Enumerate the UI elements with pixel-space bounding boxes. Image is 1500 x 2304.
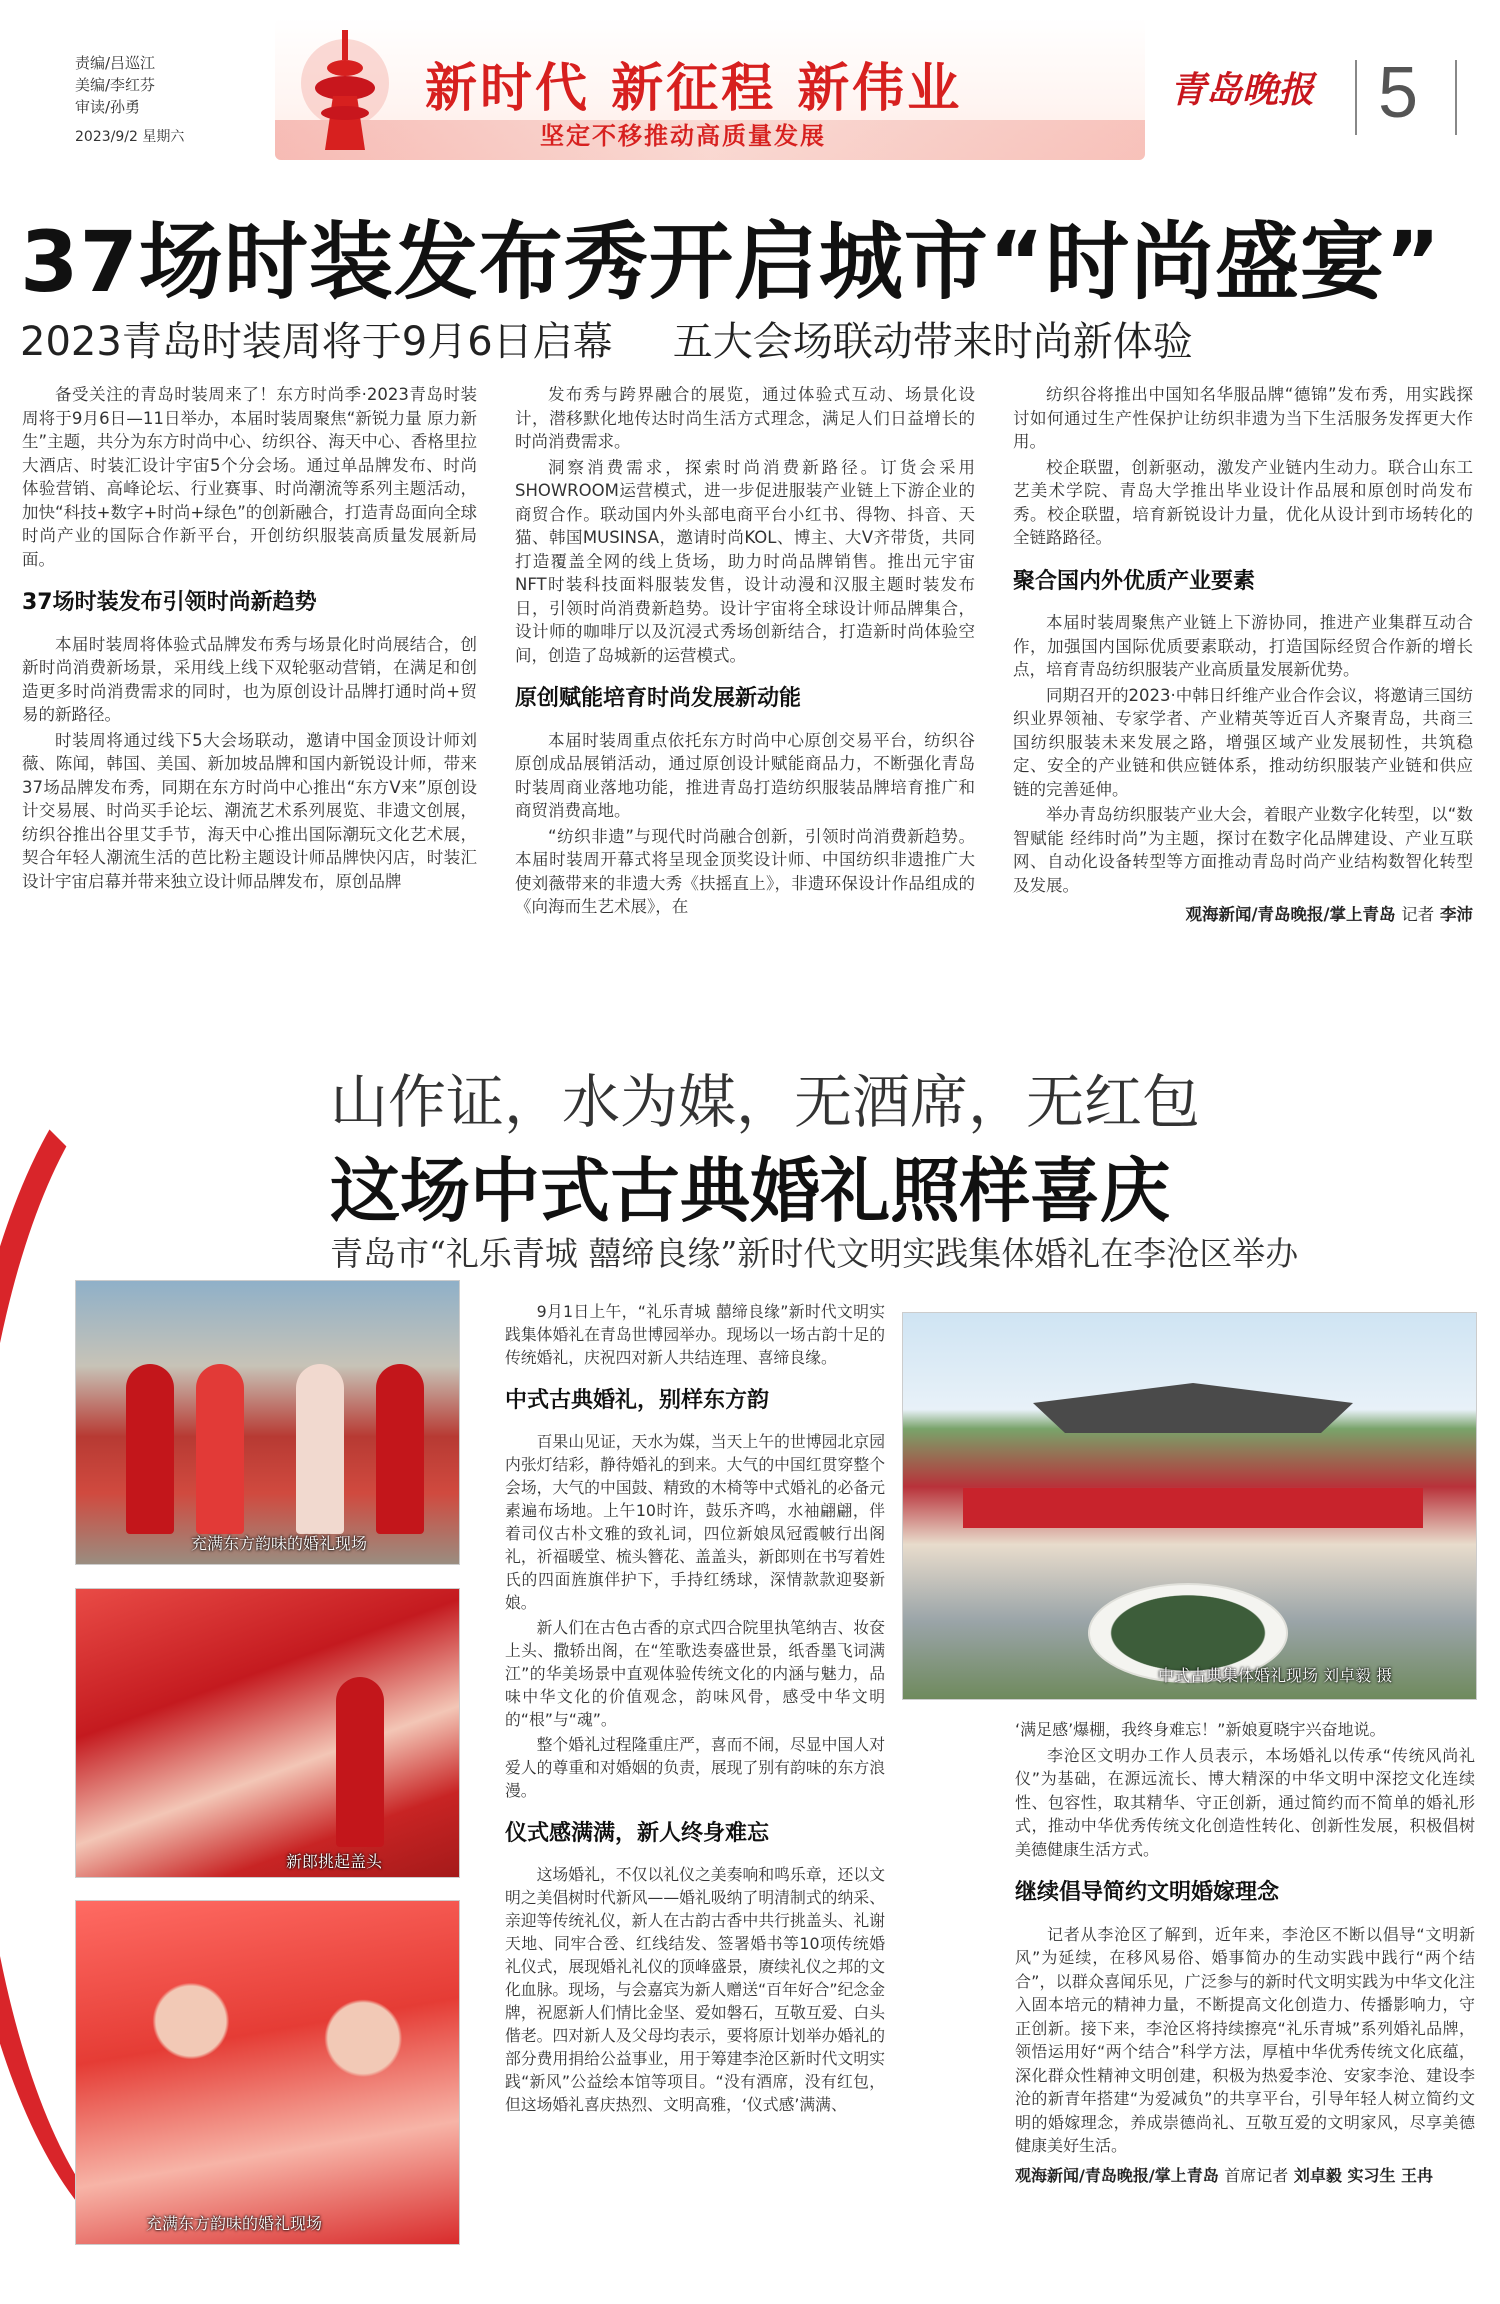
section-heading: 聚合国内外优质产业要素 [1013, 568, 1256, 594]
paragraph: 李沧区文明办工作人员表示，本场婚礼以传承“传统风尚礼仪”为基础，在源远流长、博大精深的中华文明中深挖文化连续性、包容性，取其精华、守正创新，通过简约而不简单的婚礼形式，推动中华优秀传统文化创造性转化、创新性发展，积极倡树美德健康生活方式。 [1015, 1745, 1475, 1859]
wedding-photo-4 [902, 1312, 1477, 1700]
paragraph: 洞察消费需求，探索时尚消费新路径。订货会采用SHOWROOM运营模式，进一步促进服装产业链上下游企业的商贸合作。联动国内外头部电商平台小红书、得物、抖音、天猫、韩国MUSINSA，邀请时尚KOL、博主、大V齐带货，共同打造覆盖全网的线上货场，助力时尚品牌销售。推出元宇宙NFT时装科技面料服装发售，设计动漫和汉服主题时装发布日，引领时尚消费新趋势。设计宇宙将全球设计师品牌集合，设计师的咖啡厅以及沉浸式秀场创新结合，打造新时尚体验空间，创造了岛城新的运营模式。 [515, 457, 975, 665]
paragraph: 9月1日上午，“礼乐青城 囍缔良缘”新时代文明实践集体婚礼在青岛世博园举办。现场以一场古韵十足的传统婚礼，庆祝四对新人共结连理、喜缔良缘。 [505, 1302, 885, 1367]
photo-figure [126, 1364, 174, 1534]
section-heading: 37场时装发布引领时尚新趋势 [22, 590, 317, 615]
article1-subheadline [20, 310, 1193, 367]
paragraph: 新人们在古色古香的京式四合院里执笔纳吉、妆奁上头、撒轿出阁，在“笙歌迭奏盛世景，纸香墨飞词满江”的华美场景中直观体验传统文化的内涵与魅力，品味中华文化的价值观念，韵味风骨，感受中华文明的“根”与“魂”。 [505, 1618, 885, 1729]
banner-slogan: 新时代 新征程 新伟业 [425, 58, 963, 119]
tv-tower-icon [285, 28, 405, 153]
wedding-photo-1 [75, 1280, 460, 1565]
header-divider-right [1455, 60, 1457, 135]
photo-figure [296, 1364, 344, 1534]
article1-headline: 37场时装发布秀开启城市“时尚盛宴” [20, 213, 1442, 311]
paragraph: 整个婚礼过程隆重庄严，喜而不闹，尽显中国人对爱人的尊重和对婚姻的负责，展现了别有韵味的东方浪漫。 [505, 1735, 885, 1800]
paragraph: 本届时装周重点依托东方时尚中心原创交易平台，纺织谷原创成品展销活动，通过原创设计赋能商品力，不断强化青岛时装周商业落地功能，推进青岛打造纺织服装品牌培育推广和商贸消费高地。 [515, 730, 975, 820]
section-heading: 中式古典婚礼，别样东方韵 [505, 1388, 770, 1413]
byline-outlet: 观海新闻/青岛晚报/掌上青岛 [1015, 2165, 1219, 2185]
newspaper-masthead: 青岛晚报 [1170, 69, 1315, 111]
paragraph: 发布秀与跨界融合的展览，通过体验式互动、场景化设计，潜移默化地传达时尚生活方式理念，满足人们日益增长的时尚消费需求。 [515, 385, 975, 451]
header-divider [1355, 60, 1357, 135]
wedding-photo-2 [75, 1588, 460, 1878]
proofreader-line: 审读/孙勇 [75, 98, 141, 116]
paragraph: “纺织非遗”与现代时尚融合创新，引领时尚消费新趋势。本届时装周开幕式将呈现金顶奖设计师、中国纺织非遗推广大使刘薇带来的非遗大秀《扶摇直上》，非遗环保设计作品组成的《向海而生艺术展》，在 [515, 826, 975, 916]
photo-caption: 中式古典集体婚礼现场 刘卓毅 摄 [1158, 1666, 1393, 1685]
section-heading: 仪式感满满，新人终身难忘 [505, 1821, 770, 1846]
paragraph: 纺织谷将推出中国知名华服品牌“德锦”发布秀，用实践探讨如何通过生产性保护让纺织非遗为当下生活服务发挥更大作用。 [1013, 385, 1473, 451]
paragraph: ‘满足感’爆棚，我终身难忘！”新娘夏晓宇兴奋地说。 [1015, 1720, 1386, 1739]
photo-roof [1033, 1383, 1353, 1433]
paragraph: 同期召开的2023·中韩日纤维产业合作会议，将邀请三国纺织业界领袖、专家学者、产业精英等近百人齐聚青岛，共商三国纺织服装未来发展之路，增强区域产业发展韧性，共筑稳定、安全的产业链和供应链体系，推动纺织服装产业链和供应链的完善延伸。 [1013, 685, 1473, 799]
article2-kicker: 山作证，水为媒，无酒席，无红包 [330, 1068, 1201, 1136]
photo-caption: 新郎挑起盖头 [286, 1852, 383, 1871]
wedding-photo-3 [75, 1900, 460, 2245]
photo-caption: 充满东方韵味的婚礼现场 [146, 2214, 323, 2233]
page-number: 5 [1378, 53, 1419, 133]
paragraph: 校企联盟，创新驱动，激发产业链内生动力。联合山东工艺美术学院、青岛大学推出毕业设计作品展和原创时尚发布秀。校企联盟，培育新锐设计力量，优化从设计到市场转化的全链路路径。 [1013, 457, 1473, 547]
article1-byline [1013, 903, 1473, 927]
article1-column-2 [515, 383, 975, 921]
paragraph: 百果山见证，天水为媒，当天上午的世博园北京园内张灯结彩，静待婚礼的到来。大气的中国红贯穿整个会场，大气的中国鼓、精致的木椅等中式婚礼的必备元素遍布场地。上午10时许，鼓乐齐鸣，水袖翩翩，伴着司仪古朴文雅的致礼词，四位新娘凤冠霞帔行出阁礼，祈福暖堂、梳头簪花、盖盖头，新郎则在书写着姓氏的四面旌旗伴护下，手持红绣球，深情款款迎娶新娘。 [505, 1432, 885, 1612]
article1-column-1 [22, 383, 477, 895]
photo-figure [376, 1364, 424, 1534]
page-header [0, 0, 1500, 200]
theme-banner [275, 18, 1145, 160]
photo-stage [963, 1488, 1423, 1528]
designer-line: 美编/李红芬 [75, 76, 156, 94]
editor-line: 责编/吕巡江 [75, 54, 156, 72]
article2-headline: 这场中式古典婚礼照样喜庆 [330, 1150, 1170, 1232]
paragraph: 时装周将通过线下5大会场联动，邀请中国金顶设计师刘薇、陈闻，韩国、美国、新加坡品牌和国内新锐设计师，带来37场品牌发布秀，同期在东方时尚中心推出“东方V来”原创设计交易展、时尚买手论坛、潮流艺术系列展览、非遗文创展，纺织谷推出谷里艾手节，海天中心推出国际潮玩文化艺术展，契合年轻人潮流生活的芭比粉主题设计师品牌快闪店，时装汇设计宇宙启幕并带来独立设计师品牌发布，原创品牌 [22, 730, 477, 891]
byline-name: 李沛 [1440, 905, 1473, 924]
article1-column-3 [1013, 383, 1473, 927]
article2-byline [1015, 2164, 1475, 2188]
editor-credits [75, 52, 184, 148]
issue-date: 2023/9/2 星期六 [75, 129, 185, 145]
paragraph: 本届时装周将体验式品牌发布秀与场景化时尚展结合，创新时尚消费新场景，采用线上线下双轮驱动营销，在满足和创造更多时尚消费需求的同时，也为原创设计品牌打通时尚+贸易的新路径。 [22, 634, 477, 724]
photo-figure [196, 1364, 244, 1534]
article1-subheadline-b: 五大会场联动带来时尚新体验 [672, 319, 1193, 365]
byline-role: 记者 [1401, 905, 1435, 924]
banner-subtitle: 坚定不移推动高质量发展 [540, 122, 826, 150]
article1-subheadline-a: 2023青岛时装周将于9月6日启幕 [20, 319, 613, 365]
paragraph: 本届时装周聚焦产业链上下游协同，推进产业集群互动合作，加强国内国际优质要素联动，打造国际经贸合作新的增长点，培育青岛纺织服装产业高质量发展新优势。 [1013, 613, 1473, 679]
section-heading: 继续倡导简约文明婚嫁理念 [1015, 1880, 1280, 1905]
article2-subheadline: 青岛市“礼乐青城 囍缔良缘”新时代文明实践集体婚礼在李沧区举办 [330, 1234, 1299, 1273]
article2-column-1 [505, 1300, 885, 2118]
photo-figure [336, 1677, 384, 1847]
section-heading: 原创赋能培育时尚发展新动能 [515, 686, 802, 711]
paragraph: 举办青岛纺织服装产业大会，着眼产业数字化转型，以“数智赋能 经纬时尚”为主题，探讨在数字化品牌建设、产业互联网、自动化设备转型等方面推动青岛时尚产业结构数智化转型及发展。 [1013, 805, 1473, 895]
paragraph: 备受关注的青岛时装周来了！东方时尚季·2023青岛时装周将于9月6日—11日举办，本届时装周聚焦“新锐力量 原力新生”主题，共分为东方时尚中心、纺织谷、海天中心、香格里拉大酒店、时装汇设计宇宙5个分会场。通过单品牌发布、时尚体验营销、高峰论坛、行业赛事、时尚潮流等系列主题活动，加快“科技+数字+时尚+绿色”的创新融合，打造青岛面向全球时尚产业的国际合作新平台，开创纺织服装高质量发展新局面。 [22, 385, 477, 569]
photo-caption: 充满东方韵味的婚礼现场 [191, 1534, 368, 1553]
paragraph: 记者从李沧区了解到，近年来，李沧区不断以倡导“文明新风”为延续，在移风易俗、婚事简办的生动实践中践行“两个结合”，以群众喜闻乐见，广泛参与的新时代文明实践为中华文化注入固本培元的精神力量，不断提高文化创造力、传播影响力，守正创新。接下来，李沧区将持续擦亮“礼乐青城”系列婚礼品牌，领悟运用好“两个结合”科学方法，厚植中华优秀传统文化底蕴，深化群众性精神文明创建，积极为热爱李沧、安家李沧、建设李沧的新青年搭建“为爱减负”的共享平台，引导年轻人树立简约文明的婚嫁理念，养成崇德尚礼、互敬互爱的文明家风，尽享美德健康美好生活。 [1015, 1924, 1475, 2155]
byline-name: 刘卓毅 实习生 王冉 [1293, 2165, 1434, 2185]
byline-outlet: 观海新闻/青岛晚报/掌上青岛 [1185, 905, 1396, 924]
byline-role: 首席记者 [1224, 2165, 1289, 2185]
article2-column-2 [1015, 1718, 1475, 2187]
paragraph: 这场婚礼，不仅以礼仪之美奏响和鸣乐章，还以文明之美倡树时代新风——婚礼吸纳了明清制式的纳采、亲迎等传统礼仪，新人在古韵古香中共行挑盖头、礼谢天地、同牢合卺、红线结发、签署婚书等10项传统婚礼仪式，展现婚礼礼仪的顶峰盛景，赓续礼仪之邦的文化血脉。现场，与会嘉宾为新人赠送“百年好合”纪念金牌，祝愿新人们情比金坚、爱如磐石，互敬互爱、白头偕老。四对新人及父母均表示，要将原计划举办婚礼的部分费用捐给公益事业，用于筹建李沧区新时代文明实践“新风”公益绘本馆等项目。“没有酒席，没有红包，但这场婚礼喜庆热烈、文明高雅，‘仪式感’满满、 [505, 1865, 885, 2114]
